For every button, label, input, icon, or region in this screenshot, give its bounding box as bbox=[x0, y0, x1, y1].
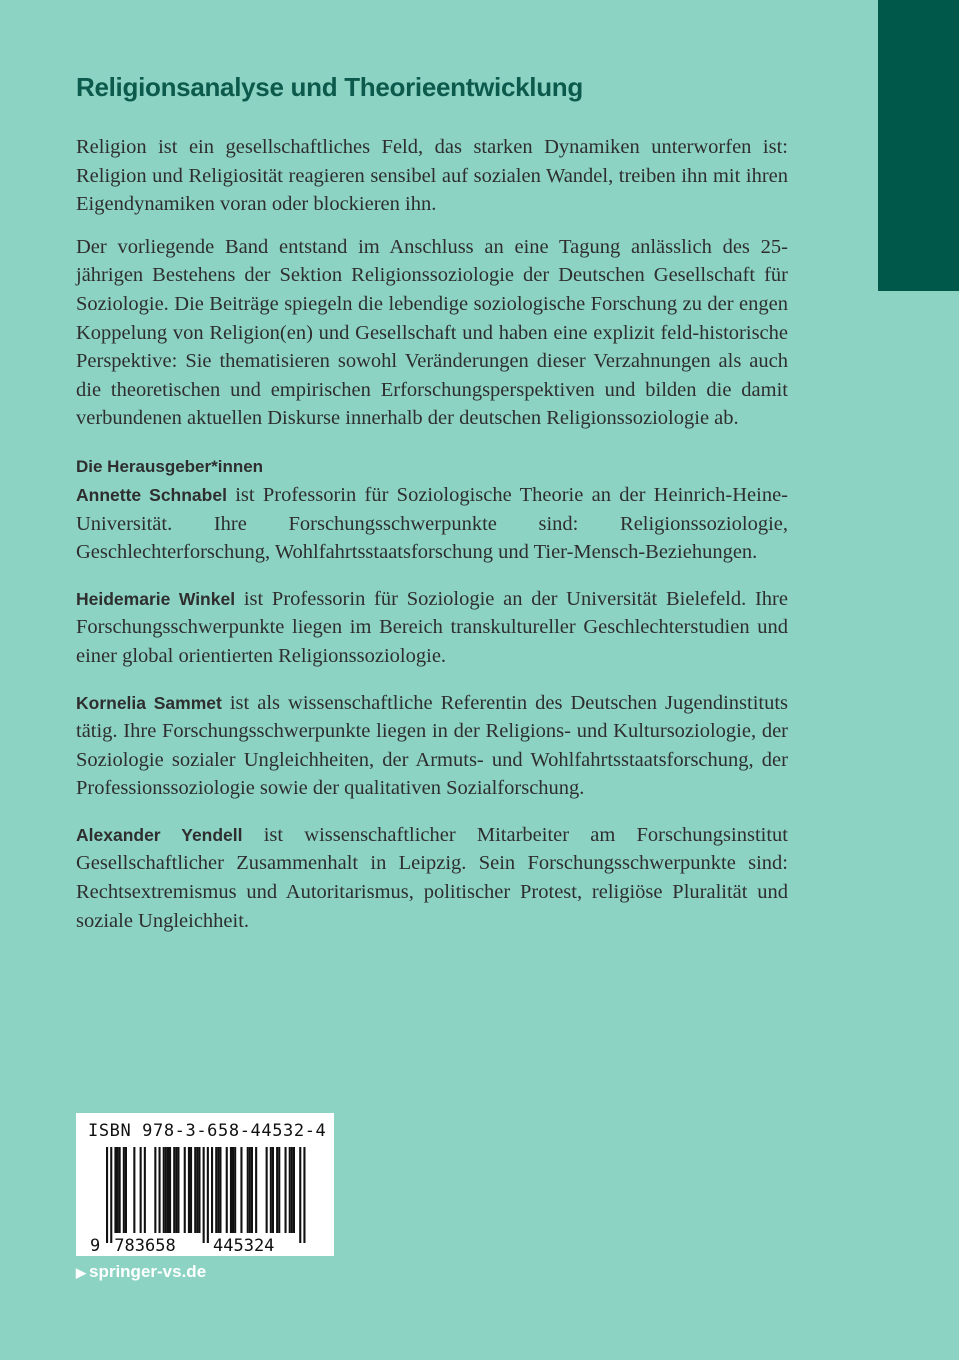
editor-name: Heidemarie Winkel bbox=[76, 588, 236, 609]
barcode-bar bbox=[203, 1147, 205, 1243]
barcode-bar bbox=[144, 1147, 146, 1233]
barcode-bar bbox=[177, 1147, 179, 1233]
barcode-bar bbox=[251, 1147, 253, 1233]
editor-bio-text: ist wissenschaftlicher Mitarbeiter am Forschungsinstitut Gesellschaftlicher Zusammenhalt in Leipzig. Sein Forschungsschwerpunkte sind: Rechtsextremismus und Autoritarismus, politischer Protest, religiöse Pluralität und soziale Ungleichheit. bbox=[76, 823, 788, 932]
editor-bio bbox=[76, 585, 788, 671]
publisher-link[interactable] bbox=[76, 1262, 206, 1282]
intro-paragraph-1: Religion ist ein gesellschaftliches Feld, das starken Dynamiken unterworfen ist: Religion und Religiosität reagieren sensibel auf sozialen Wandel, treiben ihn mit ihren Eigendynamiken voran oder blockieren ihn. bbox=[76, 136, 788, 216]
barcode-bar bbox=[303, 1147, 305, 1243]
editor-bio bbox=[76, 689, 788, 803]
play-arrow-icon: ▶ bbox=[76, 1265, 86, 1280]
barcode-bar bbox=[232, 1147, 234, 1233]
isbn-label: ISBN 978-3-658-44532-4 bbox=[88, 1121, 327, 1141]
editor-name: Kornelia Sammet bbox=[76, 692, 222, 713]
barcode-graphic bbox=[76, 1113, 334, 1256]
back-cover-text bbox=[76, 72, 788, 953]
editor-bio-text: ist Professorin für Soziologische Theorie an der Heinrich-Heine-Universität. Ihre Forschungsschwerpunkte sind: Religionssoziologie, Geschlechterforschung, Wohlfahrtsstaatsforschung und Tier-Mensch-Beziehungen. bbox=[76, 483, 788, 564]
barcode-bar bbox=[278, 1147, 280, 1233]
barcode-digits-left: 783658 bbox=[114, 1236, 176, 1256]
editor-name: Alexander Yendell bbox=[76, 824, 243, 845]
barcode-bar bbox=[114, 1147, 116, 1233]
barcode-bar bbox=[255, 1147, 257, 1233]
barcode-bar bbox=[285, 1147, 287, 1233]
barcode-bar bbox=[211, 1147, 213, 1233]
barcode-bar bbox=[272, 1147, 274, 1233]
barcode-digit-lead: 9 bbox=[90, 1236, 101, 1256]
book-title: Religionsanalyse und Theorieentwicklung bbox=[76, 72, 583, 102]
barcode-bar bbox=[140, 1147, 142, 1233]
editors-heading: Die Herausgeber*innen bbox=[76, 456, 264, 476]
barcode-bar bbox=[110, 1147, 112, 1243]
barcode-bar bbox=[226, 1147, 228, 1233]
barcode-bar bbox=[119, 1147, 121, 1233]
editor-bio-text: ist Professorin für Soziologie an der Universität Bielefeld. Ihre Forschungsschwerpunkte liegen im Bereich transkultureller Geschlechterstudien und einer global orientierten Religionssoziologie. bbox=[76, 587, 788, 667]
barcode-bar bbox=[184, 1147, 186, 1233]
barcode-bar bbox=[234, 1147, 236, 1233]
barcode-bar bbox=[291, 1147, 293, 1233]
barcode-bar bbox=[249, 1147, 251, 1233]
editor-bio bbox=[76, 481, 788, 567]
barcode-bar bbox=[266, 1147, 268, 1233]
barcode-bar bbox=[188, 1147, 190, 1233]
publisher-url: springer-vs.de bbox=[89, 1262, 207, 1281]
barcode-bar bbox=[270, 1147, 272, 1233]
barcode-bar bbox=[217, 1147, 219, 1233]
editor-bio-text: ist als wissenschaftliche Referentin des Deutschen Jugendinstituts tätig. Ihre Forschungsschwerpunkte liegen in der Religions- und Kultursoziologie, der Soziologie sozialer Ungleichheiten, der Armuts- und Wohlfahrtsstaatsforschung, der Professionssoziologie sowie der qualitativen Sozialforschung. bbox=[76, 691, 789, 800]
barcode-bar bbox=[173, 1147, 175, 1233]
barcode-bar bbox=[159, 1147, 161, 1233]
barcode-bar bbox=[154, 1147, 156, 1233]
barcode-bar bbox=[219, 1147, 221, 1233]
editor-name: Annette Schnabel bbox=[76, 484, 227, 505]
barcode-bar bbox=[230, 1147, 232, 1233]
barcode-bar bbox=[240, 1147, 242, 1233]
barcode-bar bbox=[289, 1147, 291, 1233]
barcode-bar bbox=[123, 1147, 125, 1233]
barcode-bar bbox=[194, 1147, 196, 1233]
barcode-bar bbox=[163, 1147, 165, 1233]
barcode-bar bbox=[133, 1147, 135, 1233]
isbn-barcode bbox=[76, 1113, 334, 1256]
barcode-bar bbox=[165, 1147, 167, 1233]
barcode-digits-right: 445324 bbox=[213, 1236, 275, 1256]
barcode-bar bbox=[207, 1147, 209, 1243]
barcode-bar bbox=[196, 1147, 198, 1233]
editor-bio bbox=[76, 821, 788, 935]
barcode-bar bbox=[198, 1147, 200, 1233]
barcode-bar bbox=[299, 1147, 301, 1243]
barcode-bar bbox=[247, 1147, 249, 1233]
barcode-bar bbox=[215, 1147, 217, 1233]
barcode-bar bbox=[117, 1147, 119, 1233]
barcode-bar bbox=[190, 1147, 192, 1233]
barcode-bar bbox=[175, 1147, 177, 1233]
barcode-bar bbox=[106, 1147, 108, 1243]
barcode-bar bbox=[125, 1147, 127, 1233]
barcode-bar bbox=[293, 1147, 295, 1233]
barcode-bar bbox=[276, 1147, 278, 1233]
corner-accent-bar bbox=[878, 0, 959, 291]
barcode-bar bbox=[169, 1147, 171, 1233]
barcode-bar bbox=[167, 1147, 169, 1233]
intro-paragraph-2: Der vorliegende Band entstand im Anschluss an eine Tagung anlässlich des 25-jährigen Bestehens der Sektion Religionssoziologie der Deutschen Gesellschaft für Soziologie. Die Beiträge spiegeln die lebendige soziologische Forschung zu der engen Koppelung von Religion(en) und Gesellschaft und haben eine explizit feld-historische Perspektive: Sie thematisieren sowohl Veränderungen dieser Verzahnungen als auch die theoretischen und empirischen Erforschungsperspektiven und bilden die damit verbundenen aktuellen Diskurse innerhalb der deutschen Religionssoziologie ab. bbox=[76, 235, 788, 430]
